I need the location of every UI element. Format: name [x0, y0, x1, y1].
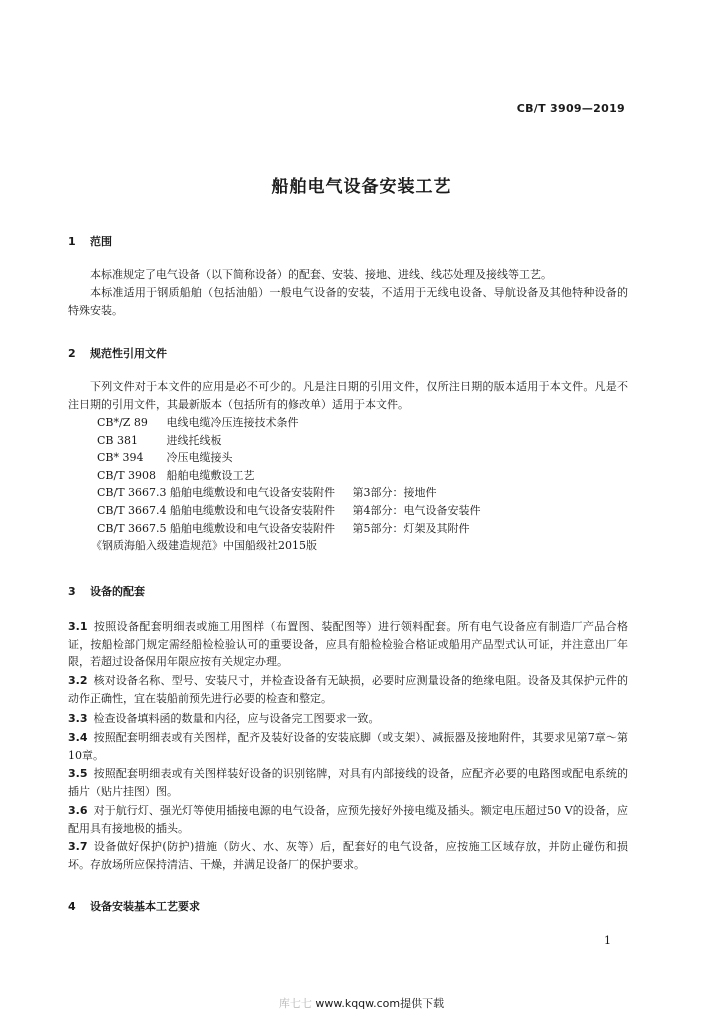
clause-3-1: [68, 618, 628, 671]
reference-item: [97, 432, 481, 450]
clause-3-3: [68, 710, 628, 728]
download-footer: [0, 995, 723, 1011]
reference-part: 第4部分：电气设备安装件: [352, 503, 481, 517]
section-number: 1: [68, 235, 76, 248]
reference-item: [97, 449, 481, 467]
reference-title: 船舶电缆敷设工艺: [166, 468, 255, 482]
reference-code: CB/T 3908: [97, 468, 157, 482]
reference-title: 《钢质海船入级建造规范》中国船级社2015版: [91, 539, 317, 553]
reference-item: [91, 537, 481, 555]
reference-item: [97, 484, 481, 502]
section-4-heading: [68, 898, 200, 914]
reference-code: CB*/Z 89: [97, 416, 148, 429]
section-2-paragraph: 下列文件对于本文件的应用是必不可少的。凡是注日期的引用文件，仅所注日期的版本适用于本文件。凡是不注日期的引用文件，其最新版本（包括所有的修改单）适用于本文件。: [68, 380, 628, 411]
page-number: 1: [604, 934, 611, 947]
section-title: 规范性引用文件: [90, 347, 167, 360]
section-number: 4: [68, 900, 76, 913]
reference-item: [97, 502, 481, 520]
clause-text: 设备做好保护(防护)措施（防火、水、灰等）后，配套好的电气设备，应按施工区域存放，并防止碰伤和损坏。存放场所应保持清洁、干燥，并满足设备厂的保护要求。: [68, 840, 628, 871]
clause-3-6: [68, 802, 628, 837]
section-3-heading: [68, 583, 145, 599]
clause-3-7: [68, 838, 628, 873]
reference-title: 船舶电缆敷设和电气设备安装附件: [170, 521, 336, 535]
standard-code: CB/T 3909—2019: [516, 102, 625, 115]
footer-site-url[interactable]: www.kqqw.com提供下载: [315, 997, 445, 1010]
reference-item: [97, 414, 481, 432]
reference-title: 冷压电缆接头: [166, 451, 233, 465]
document-title: 船舶电气设备安装工艺: [271, 177, 452, 197]
section-1-paragraph-1: 本标准规定了电气设备（以下简称设备）的配套、安装、接地、进线、线芯处理及接线等工艺。: [90, 268, 552, 281]
clause-3-5: [68, 765, 628, 800]
reference-code: CB/T 3667.5: [97, 521, 167, 535]
footer-site-name: 库七七: [278, 997, 312, 1010]
reference-code: CB 381: [97, 433, 138, 447]
section-2-heading: [68, 345, 167, 361]
clause-number: 3.6: [68, 804, 88, 817]
clause-text: 按照配套明细表或有关图样，配齐及装好设备的安装底脚（或支架）、减振器及接地附件，其要求见第7章～第10章。: [68, 731, 628, 762]
reference-code: CB/T 3667.4: [97, 503, 167, 517]
clause-text: 核对设备名称、型号、安装尺寸，并检查设备有无缺损，必要时应测量设备的绝缘电阻。设备及其保护元件的动作正确性，宜在装船前预先进行必要的检查和整定。: [68, 674, 628, 705]
clause-number: 3.1: [68, 620, 88, 633]
reference-code: CB/T 3667.3: [97, 486, 167, 500]
section-title: 设备的配套: [90, 585, 145, 598]
reference-title: 进线托线板: [166, 433, 222, 447]
section-1-paragraph-2: 本标准适用于钢质船舶（包括油船）一般电气设备的安装，不适用于无线电设备、导航设备及其他特种设备的特殊安装。: [68, 286, 628, 317]
clause-number: 3.7: [68, 840, 88, 853]
clause-3-2: [68, 672, 628, 707]
clause-text: 按照配套明细表或有关图样装好设备的识别铭牌，对具有内部接线的设备，应配齐必要的电路图或配电系统的插片（贴片挂图）图。: [68, 767, 628, 798]
reference-title: 船舶电缆敷设和电气设备安装附件: [170, 486, 336, 500]
reference-item: [97, 520, 481, 538]
reference-list: [91, 414, 481, 555]
clause-number: 3.3: [68, 712, 88, 725]
reference-title: 电线电缆冷压连接技术条件: [166, 416, 299, 429]
clause-number: 3.4: [68, 731, 88, 744]
reference-item: [97, 467, 481, 485]
clause-number: 3.5: [68, 767, 88, 780]
clause-text: 对于航行灯、强光灯等使用插接电源的电气设备，应预先接好外接电缆及插头。额定电压超过50 V的设备，应配用具有接地极的插头。: [68, 804, 628, 835]
reference-part: 第5部分：灯架及其附件: [352, 521, 470, 535]
clause-3-4: [68, 729, 628, 764]
clause-text: 按照设备配套明细表或施工用图样（布置图、装配图等）进行领料配套。所有电气设备应有制造厂产品合格证，按船检部门规定需经船检检验认可的重要设备，应具有船检检验合格证或船用产品型式认可证，并注意出厂年限，若超过设备保用年限应按有关规定办理。: [68, 620, 628, 668]
section-number: 2: [68, 347, 76, 360]
reference-part: 第3部分：接地件: [352, 486, 437, 500]
section-1-heading: [68, 233, 112, 249]
clause-number: 3.2: [68, 674, 88, 687]
clause-text: 检查设备填料函的数量和内径，应与设备完工图要求一致。: [93, 712, 380, 725]
section-title: 设备安装基本工艺要求: [90, 900, 200, 913]
section-title: 范围: [90, 235, 112, 248]
section-number: 3: [68, 585, 76, 598]
reference-code: CB* 394: [97, 451, 144, 465]
reference-title: 船舶电缆敷设和电气设备安装附件: [170, 503, 336, 517]
